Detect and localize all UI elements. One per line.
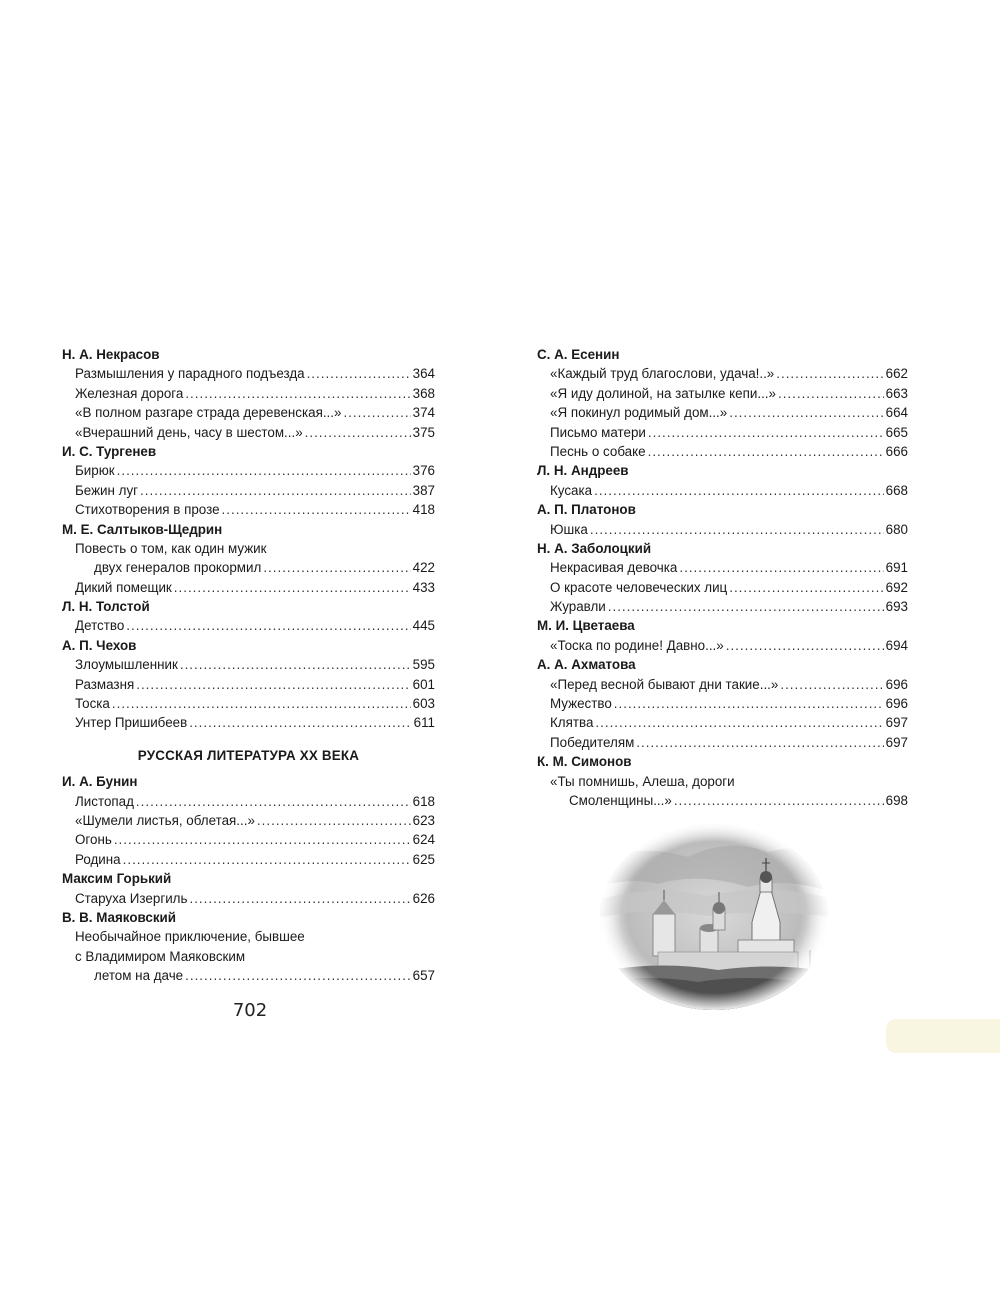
entry-page-number: 433 xyxy=(412,579,435,595)
author-heading: М. Е. Салтыков-Щедрин xyxy=(62,521,223,537)
entry-page-number: 623 xyxy=(412,812,435,828)
entry-page-number: 696 xyxy=(885,696,908,712)
toc-entry xyxy=(537,694,908,713)
toc-entry xyxy=(537,384,908,403)
toc-entry xyxy=(537,442,908,461)
toc-entry xyxy=(537,713,908,732)
dot-leader xyxy=(729,403,883,422)
entry-page-number: 657 xyxy=(412,968,435,984)
entry-page-number: 694 xyxy=(885,637,908,653)
author-heading: И. А. Бунин xyxy=(62,774,138,790)
toc-entry xyxy=(537,520,908,539)
entry-title: Дикий помещик xyxy=(75,579,172,595)
entry-title: Некрасивая девочка xyxy=(550,560,678,576)
toc-entry xyxy=(62,655,435,674)
dot-leader xyxy=(595,713,883,732)
entry-page-number: 692 xyxy=(885,579,908,595)
entry-title: Детство xyxy=(75,618,125,634)
entry-title: Бежин луг xyxy=(75,482,139,498)
dot-leader xyxy=(343,403,410,422)
author-heading: Н. А. Некрасов xyxy=(62,347,160,362)
dot-leader xyxy=(257,811,411,830)
entry-page-number: 422 xyxy=(412,560,435,576)
dot-leader xyxy=(594,481,884,500)
toc-title-line: Необычайное приключение, бывшее xyxy=(75,929,305,945)
entry-title: Злоумышленник xyxy=(75,657,178,673)
toc-entry xyxy=(537,636,908,655)
author-heading: Максим Горький xyxy=(62,871,172,887)
author-heading: И. С. Тургенев xyxy=(62,443,157,459)
page-number: 702 xyxy=(232,1000,268,1021)
dot-leader xyxy=(674,791,884,810)
dot-leader xyxy=(780,675,883,694)
entry-page-number: 611 xyxy=(413,715,435,731)
dot-leader xyxy=(726,636,884,655)
entry-page-number: 374 xyxy=(412,405,435,421)
entry-page-number: 618 xyxy=(412,793,435,809)
entry-page-number: 668 xyxy=(885,482,908,498)
entry-page-number: 368 xyxy=(412,385,435,401)
dot-leader xyxy=(263,558,410,577)
page-tab-marker xyxy=(886,1019,1000,1053)
author-heading: А. П. Чехов xyxy=(62,637,137,653)
dot-leader xyxy=(136,675,410,694)
church-vignette xyxy=(598,822,830,1012)
entry-title: Размышления у парадного подъезда xyxy=(75,366,305,382)
dot-leader xyxy=(590,520,884,539)
entry-title: Родина xyxy=(75,851,121,867)
entry-page-number: 696 xyxy=(885,676,908,692)
entry-page-number: 665 xyxy=(885,424,908,440)
toc-entry xyxy=(62,889,435,908)
entry-page-number: 698 xyxy=(885,792,908,808)
dot-leader xyxy=(114,830,411,849)
entry-title: «Шумели листья, облетая...» xyxy=(75,812,255,828)
entry-title: Тоска xyxy=(75,696,110,712)
toc-entry xyxy=(62,694,435,713)
entry-page-number: 697 xyxy=(885,734,908,750)
toc-entry xyxy=(62,850,435,869)
author-heading: Л. Н. Андреев xyxy=(537,463,629,479)
entry-title: Клятва xyxy=(550,715,594,731)
dot-leader xyxy=(185,384,410,403)
section-title: РУССКАЯ ЛИТЕРАТУРА XX ВЕКА xyxy=(137,747,360,763)
entry-title: Письмо матери xyxy=(550,424,646,440)
toc-entry xyxy=(62,830,435,849)
dot-leader xyxy=(189,713,411,732)
dot-leader xyxy=(222,500,411,519)
dot-leader xyxy=(185,966,411,985)
dot-leader xyxy=(305,423,411,442)
toc-entry xyxy=(62,384,435,403)
entry-title: «Перед весной бывают дни такие...» xyxy=(550,676,779,692)
entry-page-number: 697 xyxy=(885,715,908,731)
entry-page-number: 662 xyxy=(885,366,908,382)
entry-title: «Каждый труд благослови, удача!..» xyxy=(550,366,775,382)
entry-title: «Я иду долиной, на затылке кепи...» xyxy=(550,385,776,401)
entry-page-number: 664 xyxy=(885,405,908,421)
toc-entry xyxy=(62,675,435,694)
entry-page-number: 691 xyxy=(885,560,908,576)
dot-leader xyxy=(174,578,411,597)
toc-entry xyxy=(62,500,435,519)
entry-title: Унтер Пришибеев xyxy=(75,715,188,731)
toc-entry xyxy=(537,364,908,383)
toc-entry xyxy=(537,578,908,597)
entry-title: Бирюк xyxy=(75,463,115,479)
toc-right-column xyxy=(537,345,908,810)
toc-entry xyxy=(62,364,435,383)
entry-page-number: 663 xyxy=(885,385,908,401)
author-heading: Л. Н. Толстой xyxy=(62,599,150,615)
entry-title: О красоте человеческих лиц xyxy=(550,579,728,595)
toc-title-line: «Ты помнишь, Алеша, дороги xyxy=(550,773,735,789)
toc-title-line: Повесть о том, как один мужик xyxy=(75,540,267,556)
entry-title: Мужество xyxy=(550,696,612,712)
entry-page-number: 666 xyxy=(885,443,908,459)
entry-page-number: 625 xyxy=(412,851,435,867)
toc-entry xyxy=(62,792,435,811)
author-heading: К. М. Симонов xyxy=(537,754,632,770)
toc-entry xyxy=(537,733,908,752)
toc-left-column xyxy=(62,345,435,986)
dot-leader xyxy=(729,578,883,597)
entry-title: Стихотворения в прозе xyxy=(75,502,220,518)
entry-title: Песнь о собаке xyxy=(550,443,646,459)
entry-page-number: 375 xyxy=(412,424,435,440)
dot-leader xyxy=(117,461,411,480)
dot-leader xyxy=(679,558,883,577)
entry-title: Железная дорога xyxy=(75,385,184,401)
entry-title: летом на даче xyxy=(94,968,184,984)
toc-entry xyxy=(537,481,908,500)
entry-page-number: 387 xyxy=(412,482,435,498)
entry-page-number: 624 xyxy=(412,832,435,848)
entry-title: «Вчерашний день, часу в шестом...» xyxy=(75,424,303,440)
dot-leader xyxy=(307,364,411,383)
toc-entry xyxy=(62,713,435,732)
dot-leader xyxy=(614,694,884,713)
toc-entry xyxy=(62,811,435,830)
entry-title: Смоленщины...» xyxy=(569,792,672,808)
author-heading: С. А. Есенин xyxy=(537,347,620,362)
dot-leader xyxy=(140,481,411,500)
toc-entry xyxy=(62,558,435,577)
entry-page-number: 693 xyxy=(885,599,908,615)
toc-title-line: с Владимиром Маяковским xyxy=(75,948,246,964)
author-heading: А. А. Ахматова xyxy=(537,657,636,673)
dot-leader xyxy=(608,597,884,616)
toc-entry xyxy=(537,597,908,616)
entry-page-number: 601 xyxy=(412,676,435,692)
entry-title: Огонь xyxy=(75,832,112,848)
author-heading: А. П. Платонов xyxy=(537,502,636,518)
dot-leader xyxy=(778,384,884,403)
entry-title: Победителям xyxy=(550,734,635,750)
author-heading: В. В. Маяковский xyxy=(62,909,177,925)
dot-leader xyxy=(126,616,410,635)
toc-entry xyxy=(537,423,908,442)
dot-leader xyxy=(189,889,410,908)
dot-leader xyxy=(648,442,884,461)
entry-title: «Тоска по родине! Давно...» xyxy=(550,637,724,653)
entry-page-number: 626 xyxy=(412,890,435,906)
entry-title: Старуха Изергиль xyxy=(75,890,188,906)
entry-title: Юшка xyxy=(550,521,588,537)
entry-title: Листопад xyxy=(75,793,134,809)
entry-page-number: 418 xyxy=(412,502,435,518)
entry-page-number: 364 xyxy=(412,366,435,382)
toc-entry xyxy=(537,791,908,810)
toc-entry xyxy=(62,403,435,422)
entry-page-number: 445 xyxy=(412,618,435,634)
dot-leader xyxy=(123,850,411,869)
dot-leader xyxy=(136,792,411,811)
entry-title: Журавли xyxy=(550,599,606,615)
dot-leader xyxy=(776,364,883,383)
dot-leader xyxy=(112,694,411,713)
dot-leader xyxy=(636,733,883,752)
toc-entry xyxy=(62,423,435,442)
entry-page-number: 680 xyxy=(885,521,908,537)
toc-entry xyxy=(62,966,435,985)
entry-title: «Я покинул родимый дом...» xyxy=(550,405,728,421)
toc-entry xyxy=(62,461,435,480)
toc-entry xyxy=(537,403,908,422)
entry-page-number: 595 xyxy=(412,657,435,673)
author-heading: Н. А. Заболоцкий xyxy=(537,540,652,556)
author-heading: М. И. Цветаева xyxy=(537,618,635,634)
toc-entry xyxy=(62,616,435,635)
entry-title: Размазня xyxy=(75,676,135,692)
toc-entry xyxy=(537,675,908,694)
entry-title: Кусака xyxy=(550,482,593,498)
entry-title: «В полном разгаре страда деревенская...» xyxy=(75,405,342,421)
dot-leader xyxy=(648,423,884,442)
toc-entry xyxy=(537,558,908,577)
entry-title: двух генералов прокормил xyxy=(94,560,262,576)
entry-page-number: 376 xyxy=(412,463,435,479)
dot-leader xyxy=(180,655,411,674)
toc-entry xyxy=(62,481,435,500)
toc-entry xyxy=(62,578,435,597)
entry-page-number: 603 xyxy=(412,696,435,712)
